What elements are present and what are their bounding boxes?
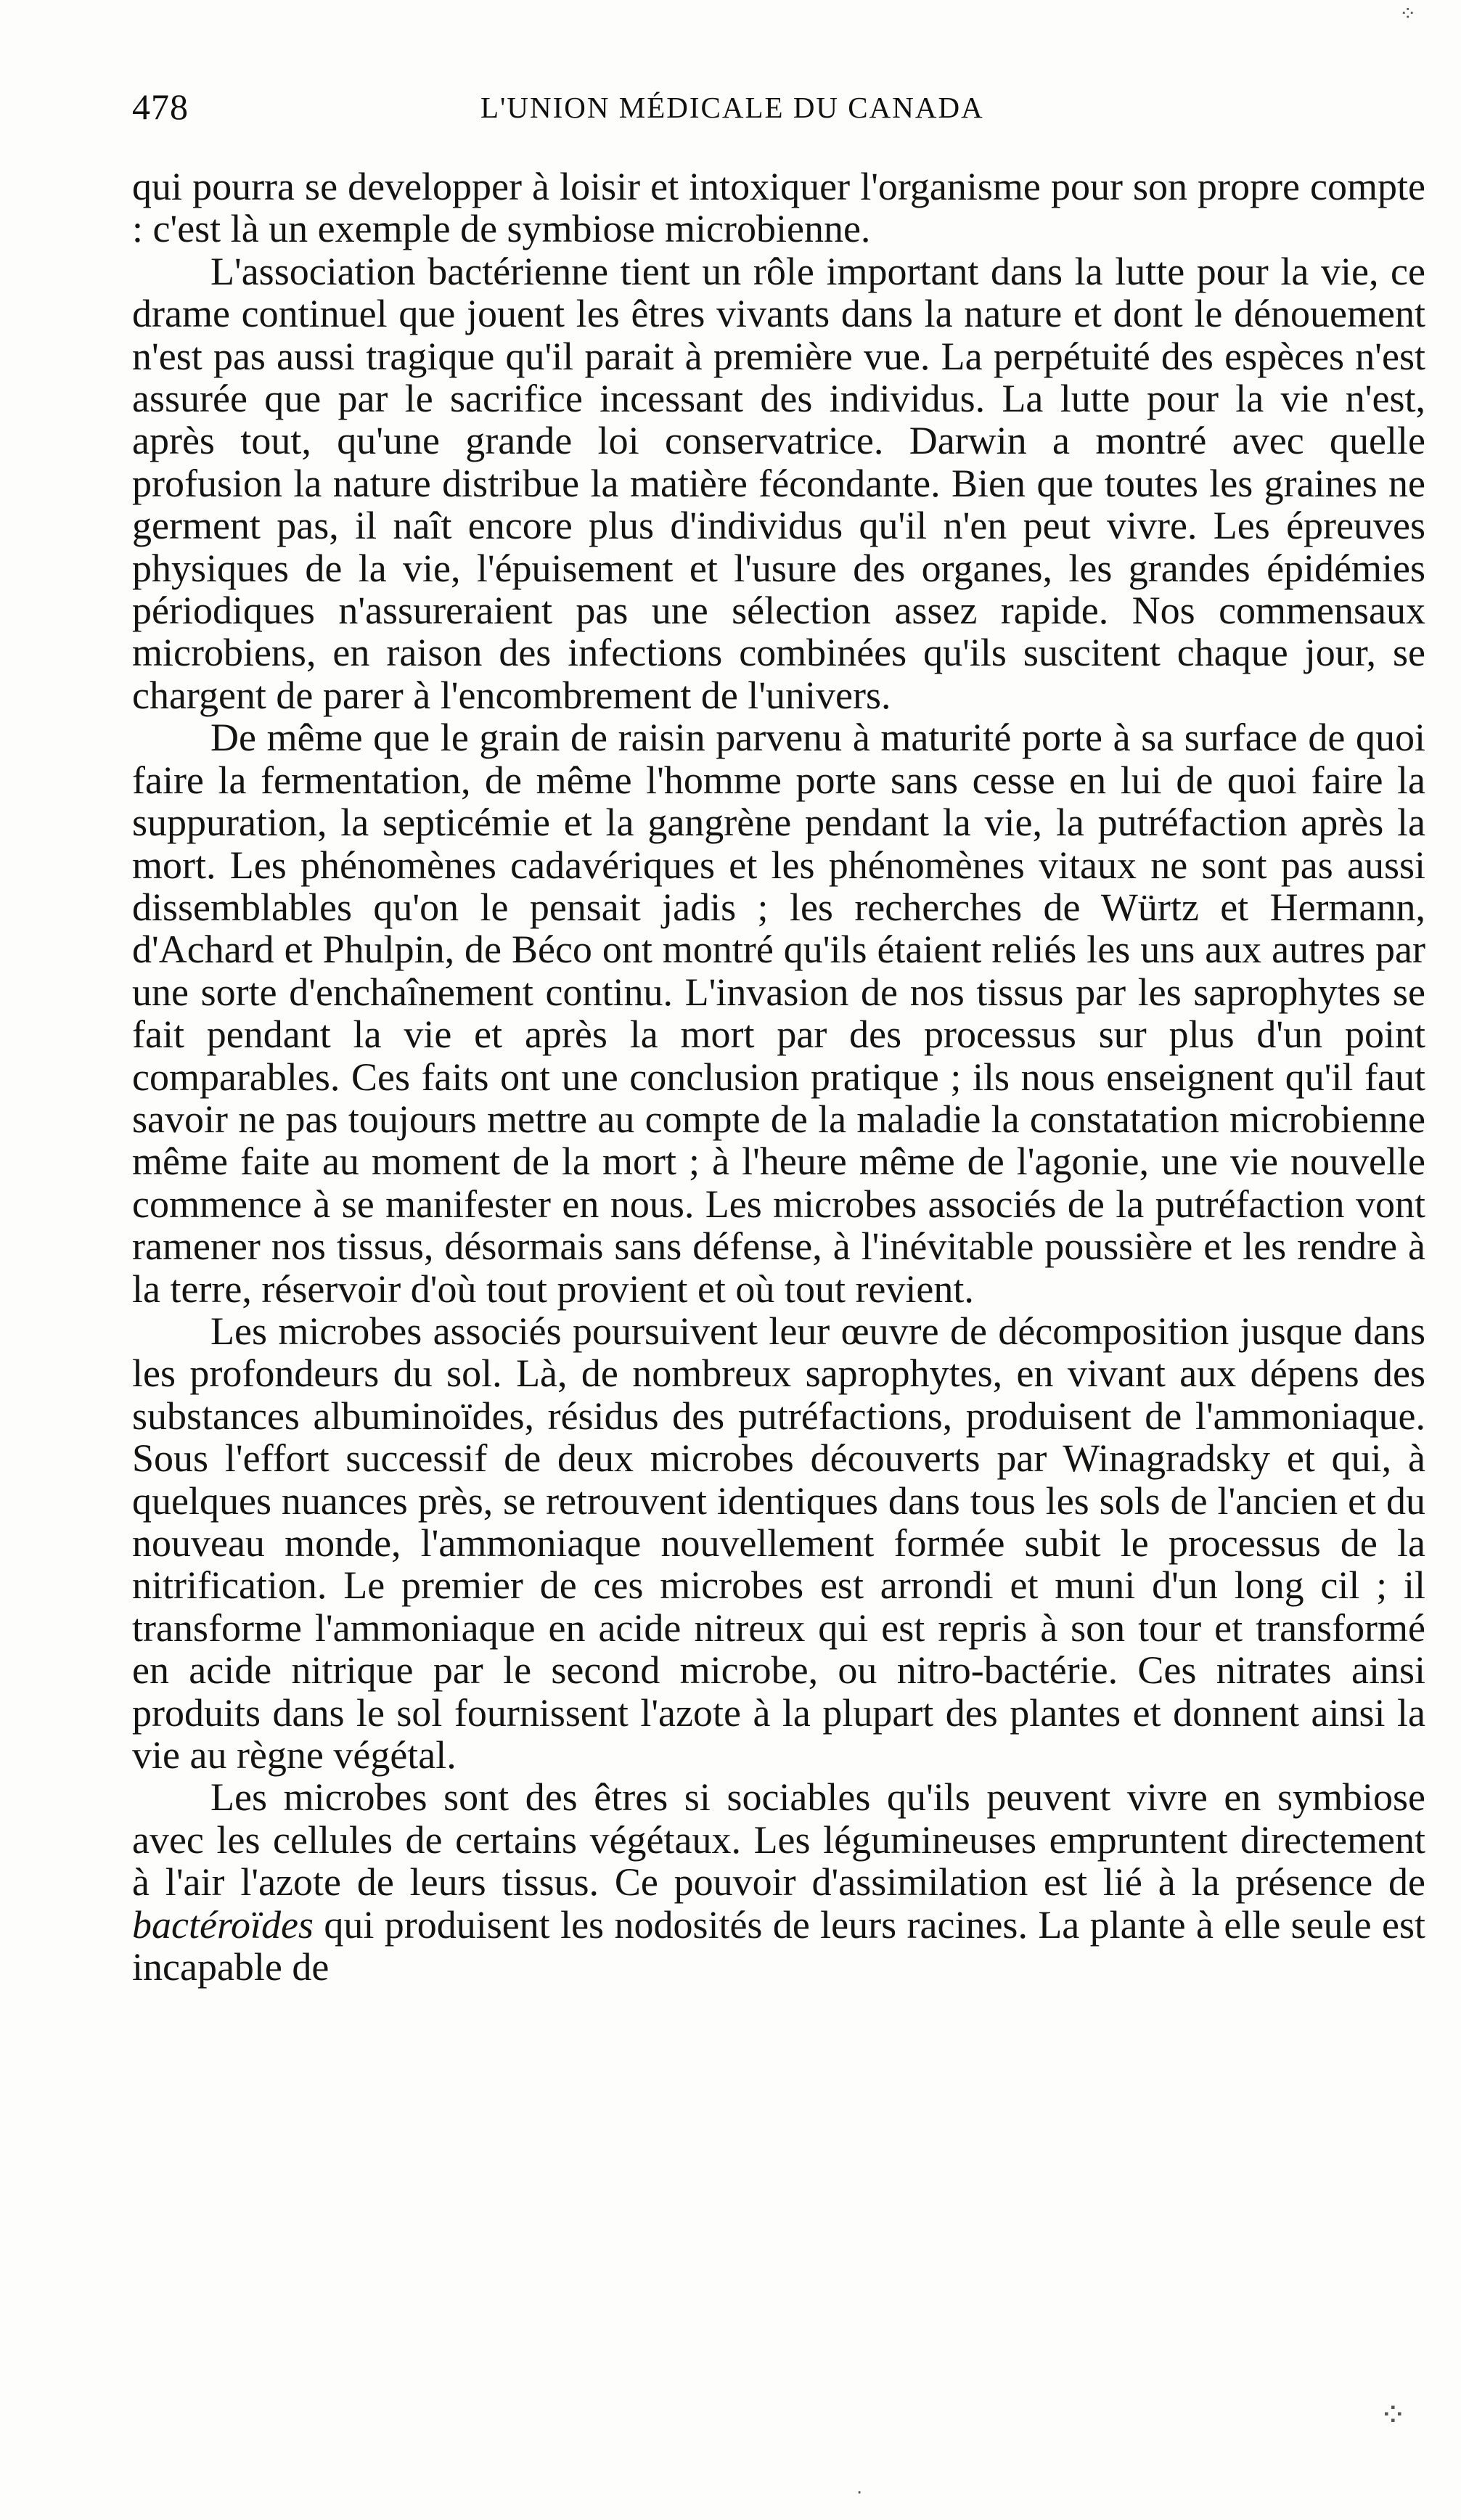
scan-speck-bottom-right: ⁘ [1379,2395,1407,2434]
running-head: L'UNION MÉDICALE DU CANADA [480,91,984,124]
page-number: 478 [132,86,189,127]
paragraph-nitrification: Les microbes associés poursuivent leur œuvre de décomposition jusque dans les profondeurs du sol. Là, de nombreux saprophytes, en vivant aux dépens des substances albuminoïdes, résidus des putréfactions, produisent de l'ammoniaque. Sous l'effort successif de deux microbes découverts par Winagradsky et qui, à quelques nuances près, se retrouvent identiques dans tous les sols de l'ancien et du nouveau monde, l'ammoniaque nouvellement formée subit le processus de la nitrification. Le premier de ces microbes est arrondi et muni d'un long cil ; il transforme l'ammoniaque en acide nitreux qui est repris à son tour et transformé en acide nitrique par le second microbe, ou nitro-bactérie. Ces nitrates ainsi produits dans le sol fournissent l'azote à la plupart des plantes et donnent ainsi la vie au règne végétal. [132,1309,1425,1778]
paragraph-putrefaction: De même que le grain de raisin parvenu à maturité porte à sa surface de quoi faire la fermentation, de même l'homme porte sans cesse en lui de quoi faire la suppuration, la septicémie et la gangrène pendant la vie, la putréfaction après la mort. Les phénomènes cadavériques et les phénomènes vitaux ne sont pas aussi dissemblables qu'on le pensait jadis ; les recherches de Würtz et Hermann, d'Achard et Phulpin, de Béco ont montré qu'ils étaient reliés les uns aux autres par une sorte d'enchaînement continu. L'invasion de nos tissus par les saprophytes se fait pendant la vie et après la mort par des processus sur plus d'un point comparables. Ces faits ont une conclusion pratique ; ils nous enseignent qu'il faut savoir ne pas toujours mettre au compte de la maladie la constatation microbienne même faite au moment de la mort ; à l'heure même de l'agonie, une vie nouvelle commence à se manifester en nous. Les microbes associés de la putréfaction vont ramener nos tissus, désormais sans défense, à l'inévitable poussière et les rendre à la terre, réservoir d'où tout provient et où tout revient. [132,716,1425,1311]
paragraph-bacterial-association: L'association bactérienne tient un rôle important dans la lutte pour la vie, ce drame continuel que jouent les êtres vivants dans la nature et dont le dénouement n'est pas aussi tragique qu'il parait à première vue. La perpétuité des espèces n'est assurée que par le sacrifice incessant des individus. La lutte pour la vie n'est, après tout, qu'une grande loi conservatrice. Darwin a montré avec quelle profusion la nature distribue la matière fécondante. Bien que toutes les graines ne germent pas, il naît encore plus d'individus qu'il n'en peut vivre. Les épreuves physiques de la vie, l'épuisement et l'usure des organes, les grandes épidémies périodiques n'assureraient pas une sélection assez rapide. Nos commensaux microbiens, en raison des infections combinées qu'ils suscitent chaque jour, se chargent de parer à l'encombrement de l'univers. [132,249,1425,717]
paragraph-symbiosis-plants [132,1776,1425,1988]
scan-speck-bottom-center: · [856,2482,863,2504]
page-header [132,86,1431,136]
paragraph-continuation: qui pourra se developper à loisir et intoxiquer l'organisme pour son propre compte : c'est là un exemple de symbiose microbienne. [132,165,1425,251]
paragraph-symbiosis-text-before: Les microbes sont des êtres si sociables qu'ils peuvent vivre en symbiose avec les cellules de certains végétaux. Les légumineuses empruntent directement à l'air l'azote de leurs tissus. Ce pouvoir d'assimilation est lié à la présence de [132,1775,1425,1905]
scan-speck-top-right: ⁘ [1399,1,1417,25]
body-text [132,165,1425,1988]
italic-term: bactéroïdes [132,1902,314,1947]
paragraph-symbiosis-text-after: qui produisent les nodosités de leurs racines. La plante à elle seule est incapable de [132,1902,1425,1989]
